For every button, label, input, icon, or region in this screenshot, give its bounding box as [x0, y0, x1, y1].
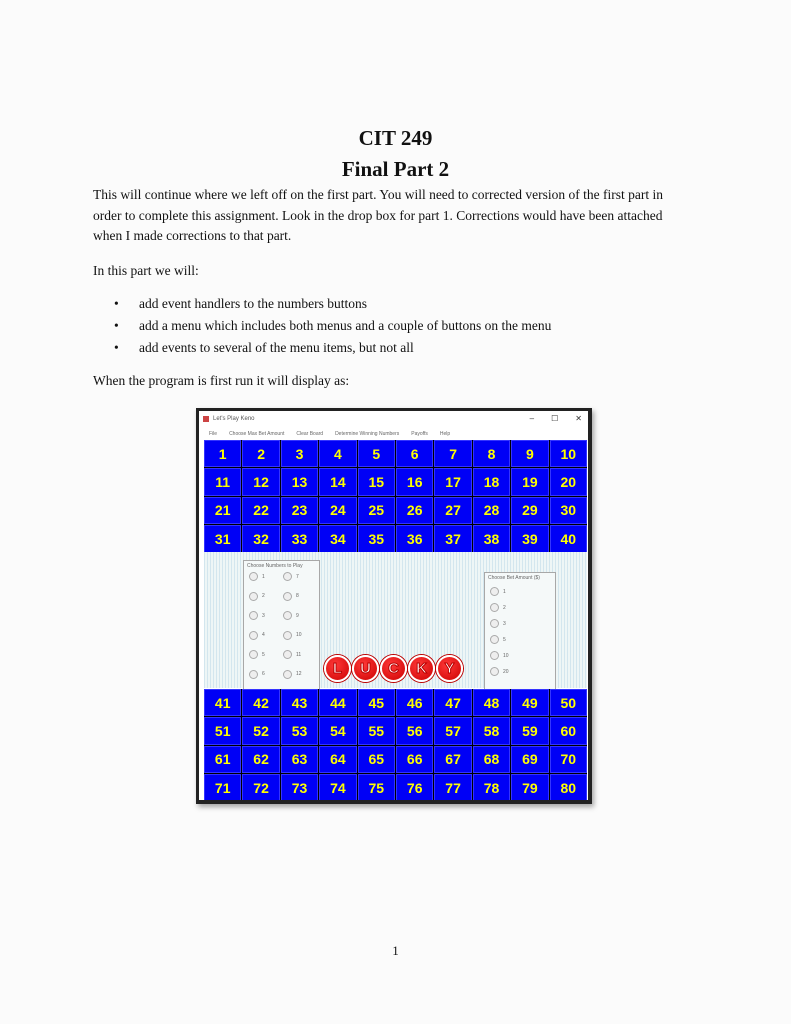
- radio-circle: [283, 611, 292, 620]
- numbers-radio-5[interactable]: [249, 650, 265, 659]
- bet-amount-label: Choose Bet Amount ($): [488, 575, 540, 581]
- number-button-49[interactable]: 49: [511, 689, 548, 716]
- radio-label: 6: [262, 671, 265, 677]
- radio-label: 4: [262, 632, 265, 638]
- radio-circle: [490, 619, 499, 628]
- number-button-9[interactable]: 9: [511, 440, 548, 467]
- radio-circle: [249, 650, 258, 659]
- number-button-77[interactable]: 77: [434, 774, 471, 800]
- menu-determine-winning[interactable]: Determine Winning Numbers: [335, 431, 400, 437]
- number-button-59[interactable]: 59: [511, 717, 548, 744]
- number-button-13[interactable]: 13: [281, 468, 318, 495]
- numbers-radio-7[interactable]: [283, 572, 299, 581]
- number-button-56[interactable]: 56: [396, 717, 433, 744]
- lucky-ball-u: U: [352, 655, 379, 682]
- radio-label: 10: [503, 652, 509, 659]
- numbers-radio-2[interactable]: [249, 592, 265, 601]
- menu-clear-board[interactable]: Clear Board: [296, 431, 324, 437]
- radio-label: 10: [296, 632, 302, 638]
- task-list: [112, 293, 551, 359]
- radio-label: 9: [296, 612, 299, 619]
- number-button-63[interactable]: 63: [281, 746, 318, 773]
- number-button-38[interactable]: 38: [473, 525, 510, 552]
- number-button-39[interactable]: 39: [511, 525, 548, 552]
- number-button-27[interactable]: 27: [434, 497, 471, 524]
- number-button-58[interactable]: 58: [473, 717, 510, 744]
- numbers-radio-11[interactable]: [283, 650, 301, 659]
- number-button-54[interactable]: 54: [319, 717, 356, 744]
- radio-label: 3: [503, 620, 506, 627]
- number-button-72[interactable]: 72: [242, 774, 279, 800]
- number-button-6[interactable]: 6: [396, 440, 433, 467]
- number-button-8[interactable]: 8: [473, 440, 510, 467]
- number-button-61[interactable]: 61: [204, 746, 241, 773]
- radio-label: 12: [296, 671, 302, 677]
- window-titlebar: [199, 411, 588, 429]
- number-button-16[interactable]: 16: [396, 468, 433, 495]
- options-panel: [204, 552, 587, 688]
- number-button-2[interactable]: 2: [242, 440, 279, 467]
- page-number: 1: [392, 943, 399, 958]
- number-grid-bottom: [204, 689, 587, 800]
- radio-label: 8: [296, 593, 299, 599]
- number-button-29[interactable]: 29: [511, 497, 548, 524]
- lucky-banner: [324, 655, 463, 682]
- number-button-66[interactable]: 66: [396, 746, 433, 773]
- number-button-14[interactable]: 14: [319, 468, 356, 495]
- radio-label: 3: [262, 612, 265, 619]
- number-button-40[interactable]: 40: [550, 525, 587, 552]
- numbers-radio-6[interactable]: [249, 670, 265, 679]
- number-button-67[interactable]: 67: [434, 746, 471, 773]
- number-button-33[interactable]: 33: [281, 525, 318, 552]
- menu-choose-max-bet[interactable]: Choose Max Bet Amount: [229, 431, 285, 437]
- number-button-71[interactable]: 71: [204, 774, 241, 800]
- number-button-47[interactable]: 47: [434, 689, 471, 716]
- choose-numbers-label: Choose Numbers to Play: [247, 563, 303, 569]
- list-item: • add event handlers to the numbers buttons: [114, 296, 367, 311]
- number-button-36[interactable]: 36: [396, 525, 433, 552]
- number-button-23[interactable]: 23: [281, 497, 318, 524]
- number-button-1[interactable]: 1: [204, 440, 241, 467]
- menu-bar: [199, 429, 588, 439]
- menu-file[interactable]: File: [209, 431, 218, 437]
- radio-label: 5: [262, 651, 265, 658]
- number-button-74[interactable]: 74: [319, 774, 356, 800]
- bet-radio-5[interactable]: [490, 635, 506, 644]
- number-button-76[interactable]: 76: [396, 774, 433, 800]
- number-button-30[interactable]: 30: [550, 497, 587, 524]
- radio-circle: [490, 603, 499, 612]
- lead-paragraph: In this part we will:: [93, 263, 199, 278]
- number-button-3[interactable]: 3: [281, 440, 318, 467]
- number-button-52[interactable]: 52: [242, 717, 279, 744]
- radio-circle: [490, 587, 499, 596]
- radio-circle: [283, 592, 292, 601]
- radio-circle: [490, 667, 499, 676]
- bet-radio-3[interactable]: [490, 619, 506, 628]
- number-button-51[interactable]: 51: [204, 717, 241, 744]
- lucky-ball-k: K: [408, 655, 435, 682]
- bet-radio-1[interactable]: [490, 587, 506, 596]
- radio-label: 20: [503, 668, 509, 675]
- radio-circle: [249, 592, 258, 601]
- number-button-57[interactable]: 57: [434, 717, 471, 744]
- number-button-43[interactable]: 43: [281, 689, 318, 716]
- number-button-78[interactable]: 78: [473, 774, 510, 800]
- number-button-48[interactable]: 48: [473, 689, 510, 716]
- minimize-icon[interactable]: –: [529, 414, 535, 423]
- number-button-7[interactable]: 7: [434, 440, 471, 467]
- number-button-41[interactable]: 41: [204, 689, 241, 716]
- intro-paragraph: This will continue where we left off on the first part. You will need to corrected version of the first part in order to complete this assignment. Look in the drop box for part 1. Corrections would have been attached when I made corrections to that part.: [93, 187, 663, 243]
- list-item: • add a menu which includes both menus and a couple of buttons on the menu: [114, 318, 552, 333]
- number-button-45[interactable]: 45: [358, 689, 395, 716]
- maximize-icon[interactable]: ☐: [551, 414, 559, 423]
- lucky-ball-c: C: [380, 655, 407, 682]
- numbers-radio-8[interactable]: [283, 592, 299, 601]
- choose-numbers-group: [243, 560, 320, 690]
- number-button-22[interactable]: 22: [242, 497, 279, 524]
- radio-circle: [283, 650, 292, 659]
- numbers-radio-3[interactable]: [249, 611, 265, 620]
- menu-payoffs[interactable]: Payoffs: [411, 431, 428, 437]
- close-icon[interactable]: ✕: [575, 414, 582, 423]
- number-button-70[interactable]: 70: [550, 746, 587, 773]
- doc-title: CIT 249: [358, 126, 433, 150]
- number-button-64[interactable]: 64: [319, 746, 356, 773]
- window-title: Let's Play Keno: [213, 416, 255, 422]
- number-button-50[interactable]: 50: [550, 689, 587, 716]
- radio-label: 1: [262, 573, 265, 580]
- number-button-80[interactable]: 80: [550, 774, 587, 800]
- radio-circle: [249, 611, 258, 620]
- number-button-18[interactable]: 18: [473, 468, 510, 495]
- number-button-62[interactable]: 62: [242, 746, 279, 773]
- radio-circle: [249, 670, 258, 679]
- bet-amount-group: [484, 572, 556, 690]
- numbers-radio-9[interactable]: [283, 611, 299, 620]
- number-button-35[interactable]: 35: [358, 525, 395, 552]
- number-button-65[interactable]: 65: [358, 746, 395, 773]
- doc-subtitle: Final Part 2: [341, 157, 450, 181]
- app-icon: [203, 416, 209, 422]
- radio-circle: [283, 572, 292, 581]
- number-button-60[interactable]: 60: [550, 717, 587, 744]
- number-button-21[interactable]: 21: [204, 497, 241, 524]
- bet-radio-10[interactable]: [490, 651, 509, 660]
- list-item: • add events to several of the menu items, but not all: [114, 340, 414, 355]
- bet-radio-20[interactable]: [490, 667, 509, 676]
- number-button-53[interactable]: 53: [281, 717, 318, 744]
- number-grid-top: [204, 440, 587, 553]
- number-button-25[interactable]: 25: [358, 497, 395, 524]
- numbers-radio-12[interactable]: [283, 670, 302, 679]
- number-button-28[interactable]: 28: [473, 497, 510, 524]
- number-button-24[interactable]: 24: [319, 497, 356, 524]
- radio-circle: [249, 631, 258, 640]
- display-paragraph: When the program is first run it will display as:: [93, 373, 350, 388]
- radio-label: 2: [503, 604, 506, 611]
- number-button-4[interactable]: 4: [319, 440, 356, 467]
- number-button-44[interactable]: 44: [319, 689, 356, 716]
- numbers-radio-1[interactable]: [249, 572, 265, 581]
- radio-label: 2: [262, 593, 265, 599]
- numbers-radio-10[interactable]: [283, 631, 302, 640]
- lucky-ball-y: Y: [436, 655, 463, 682]
- number-button-12[interactable]: 12: [242, 468, 279, 495]
- radio-label: 11: [296, 651, 302, 658]
- radio-circle: [283, 631, 292, 640]
- radio-circle: [283, 670, 292, 679]
- number-button-17[interactable]: 17: [434, 468, 471, 495]
- number-button-32[interactable]: 32: [242, 525, 279, 552]
- radio-circle: [249, 572, 258, 581]
- number-button-26[interactable]: 26: [396, 497, 433, 524]
- lucky-ball-l: L: [324, 655, 351, 682]
- number-button-42[interactable]: 42: [242, 689, 279, 716]
- radio-circle: [490, 651, 499, 660]
- number-button-79[interactable]: 79: [511, 774, 548, 800]
- number-button-10[interactable]: 10: [550, 440, 587, 467]
- number-button-37[interactable]: 37: [434, 525, 471, 552]
- number-button-46[interactable]: 46: [396, 689, 433, 716]
- numbers-radio-4[interactable]: [249, 631, 265, 640]
- bet-radio-2[interactable]: [490, 603, 506, 612]
- number-button-68[interactable]: 68: [473, 746, 510, 773]
- menu-help[interactable]: Help: [439, 431, 451, 437]
- number-button-73[interactable]: 73: [281, 774, 318, 800]
- number-button-75[interactable]: 75: [358, 774, 395, 800]
- keno-window-screenshot: [196, 408, 592, 804]
- number-button-11[interactable]: 11: [204, 468, 241, 495]
- number-button-19[interactable]: 19: [511, 468, 548, 495]
- radio-label: 7: [296, 573, 299, 580]
- number-button-5[interactable]: 5: [358, 440, 395, 467]
- radio-label: 1: [503, 588, 506, 595]
- number-button-31[interactable]: 31: [204, 525, 241, 552]
- radio-circle: [490, 635, 499, 644]
- number-button-34[interactable]: 34: [319, 525, 356, 552]
- radio-label: 5: [503, 636, 506, 643]
- number-button-55[interactable]: 55: [358, 717, 395, 744]
- number-button-69[interactable]: 69: [511, 746, 548, 773]
- number-button-15[interactable]: 15: [358, 468, 395, 495]
- number-button-20[interactable]: 20: [550, 468, 587, 495]
